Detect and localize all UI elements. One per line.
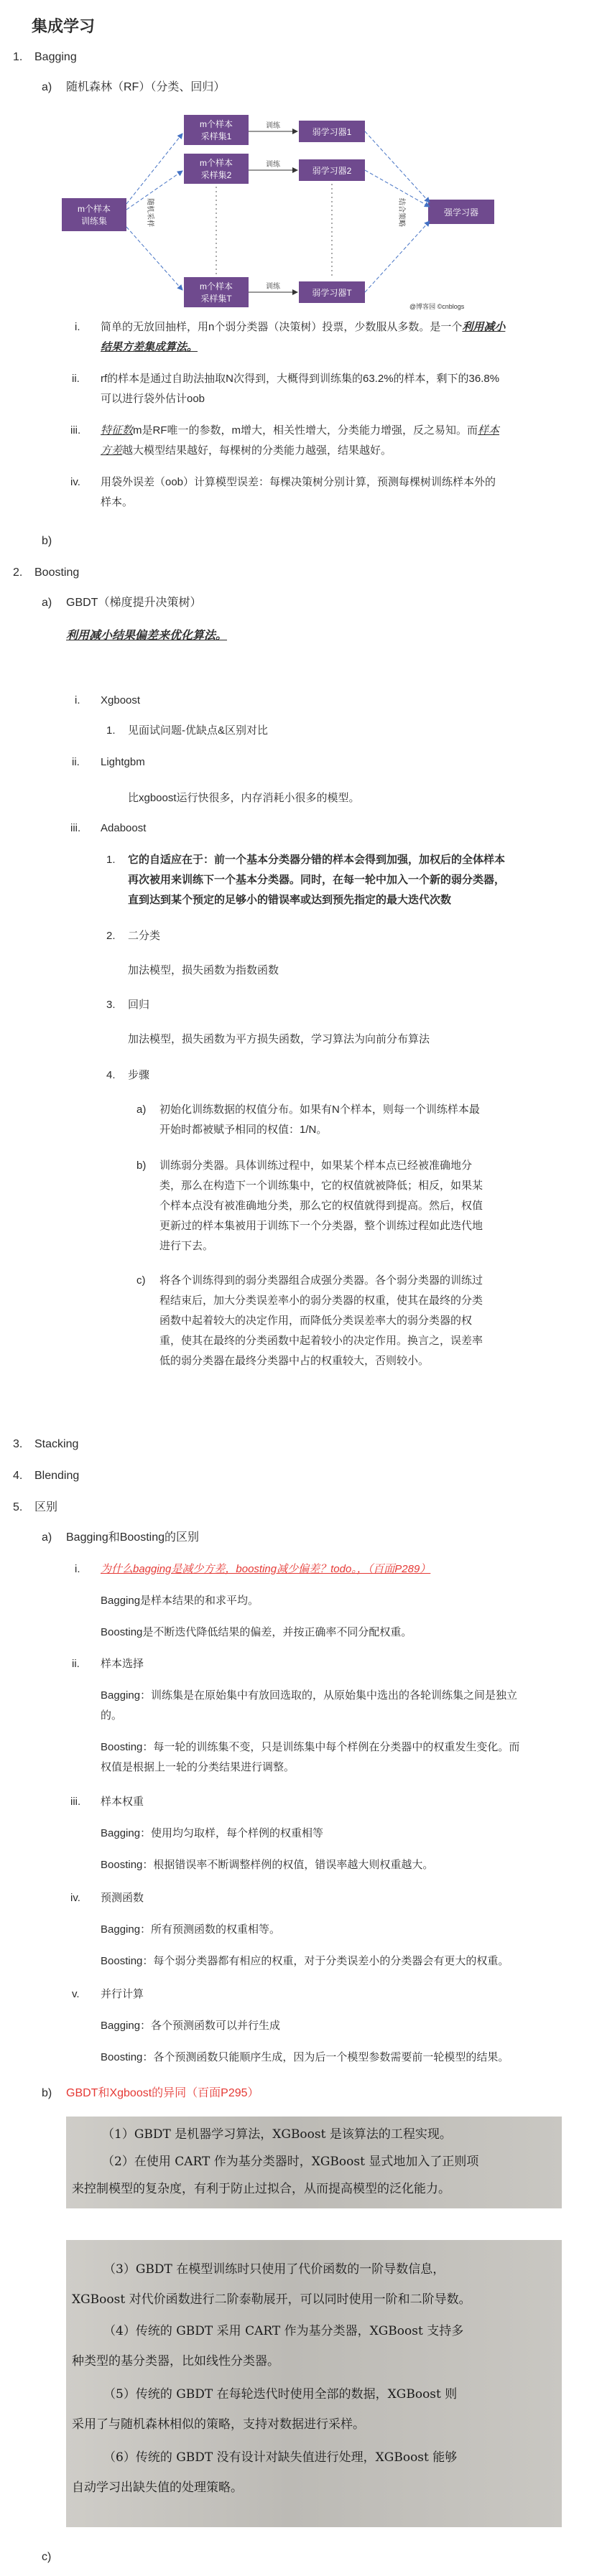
step-b-line: 更新过的样本集被用于训练下一个分类器，整个训练过程如此迭代地 — [159, 1220, 483, 1232]
list-letter: a) — [136, 1103, 147, 1116]
heading-parallel: 并行计算 — [101, 1988, 144, 2000]
step-c-line: 函数中起着较大的决定作用，而降低分类误差率大的弱分类器的权 — [159, 1315, 473, 1327]
rf-item-2: rf的样本是通过自助法抽取N次得到，大概得到训练集的63.2%的样本，剩下的36.8% — [101, 373, 500, 385]
diff-text: Boosting是不断迭代降低结果的偏差，并按正确率不同分配权重。 — [101, 1626, 412, 1638]
svg-text:训练: 训练 — [266, 283, 280, 291]
svg-text:弱学习器T: 弱学习器T — [312, 288, 352, 298]
heading-gbdt: GBDT（梯度提升决策树） — [66, 597, 202, 609]
list-number: 2. — [13, 566, 23, 579]
diff-text: Bagging：使用均匀取样，每个样例的权重相等 — [101, 1827, 324, 1839]
heading-steps: 步骤 — [128, 1069, 150, 1081]
book-line: 自动学习出缺失值的处理策略。 — [72, 2481, 243, 2495]
rf-item-3 — [101, 421, 499, 441]
regression-note: 加法模型，损失函数为平方损失函数，学习算法为向前分布算法 — [128, 1033, 430, 1045]
svg-text:随机采样: 随机采样 — [146, 198, 154, 227]
diff-text: Boosting：每一轮的训练集不变，只是训练集中每个样例在分类器中的权重发生变化。而 — [101, 1741, 520, 1753]
heading-xgboost: Xgboost — [101, 694, 141, 706]
heading-difference: 区别 — [34, 1501, 58, 1513]
rf-item-4: 用袋外误差（oob）计算模型误差：每棵决策树分别计算，预测每棵树训练样本外的 — [101, 476, 496, 488]
list-letter: a) — [42, 81, 52, 93]
book-line: （1）GBDT 是机器学习算法，XGBoost 是该算法的工程实现。 — [102, 2127, 452, 2142]
heading-random-forest: 随机森林（RF）（分类、回归） — [66, 81, 226, 93]
book-line: 种类型的基分类器，比如线性分类器。 — [72, 2354, 279, 2369]
step-c-line: 将各个训练得到的弱分类器组合成强分类器。各个弱分类器的训练过 — [159, 1274, 483, 1287]
book-line: （2）在使用 CART 作为基分类器时，XGBoost 显式地加入了正则项 — [102, 2155, 479, 2169]
list-number: 3. — [106, 999, 116, 1011]
svg-text:弱学习器2: 弱学习器2 — [312, 166, 352, 176]
book-excerpt-photo-2 — [66, 2240, 562, 2527]
svg-text:训练: 训练 — [266, 122, 280, 130]
adaboost-p1-line: 直到达到某个预定的足够小的错误率或达到预先指定的最大迭代次数 — [128, 894, 452, 906]
heading-gbdt-vs-xgboost: GBDT和Xgboost的异同（百面P295） — [66, 2087, 259, 2099]
list-roman: v. — [72, 1988, 80, 2000]
list-roman: iv. — [70, 1892, 80, 1904]
adaboost-p1-line: 它的自适应在于：前一个基本分类器分错的样本会得到加强，加权后的全体样本 — [128, 854, 506, 866]
text-span: m是RF唯一的参数，m增大，相关性增大，分类能力增强，反之易知。而 — [133, 424, 478, 437]
binary-note: 加法模型，损失函数为指数函数 — [128, 964, 279, 976]
book-line: （5）传统的 GBDT 在每轮迭代时使用全部的数据，XGBoost 则 — [103, 2387, 458, 2402]
list-letter: c) — [42, 2551, 52, 2563]
book-line: XGBoost 对代价函数进行二阶泰勒展开，可以同时使用一阶和二阶导数。 — [72, 2292, 471, 2307]
list-number: 3. — [13, 1438, 23, 1450]
list-roman: iii. — [70, 1796, 81, 1808]
list-roman: i. — [75, 321, 80, 333]
adaboost-p1-line: 再次被用来训练下一个基本分类器。同时，在每一轮中加入一个新的弱分类器， — [128, 874, 506, 886]
list-number: 4. — [106, 1069, 116, 1081]
diff-text: 的。 — [101, 1709, 123, 1722]
list-letter: b) — [42, 2087, 52, 2099]
svg-text:采样集T: 采样集T — [200, 294, 232, 304]
diff-text: Bagging：各个预测函数可以并行生成 — [101, 2020, 281, 2032]
book-line: （3）GBDT 在模型训练时只使用了代价函数的一阶导数信息， — [103, 2262, 445, 2277]
step-b-line: 个样本点没有被准确地分类，那么它的权值就得到提高。然后，权值 — [159, 1200, 483, 1212]
list-letter: a) — [42, 1531, 52, 1544]
text-span: 简单的无放回抽样，用n个弱分类器（决策树）投票，少数服从多数。是一个 — [101, 321, 463, 333]
rf-item-4-cont: 样本。 — [101, 496, 134, 508]
random-forest-diagram — [62, 105, 494, 313]
heading-sample-weight: 样本权重 — [101, 1796, 144, 1808]
heading-bagging: Bagging — [34, 51, 77, 63]
list-number: 2. — [106, 930, 116, 942]
list-roman: iii. — [70, 822, 81, 834]
list-roman: iii. — [70, 424, 81, 437]
rf-item-1 — [101, 317, 505, 337]
training-set-label-1: m个样本 — [78, 204, 111, 214]
list-letter: b) — [136, 1159, 147, 1172]
list-roman: i. — [75, 1563, 80, 1575]
book-line: （4）传统的 GBDT 采用 CART 作为基分类器，XGBoost 支持多 — [103, 2324, 464, 2338]
svg-text:m个样本: m个样本 — [200, 119, 233, 129]
svg-text:强学习器: 强学习器 — [443, 207, 479, 218]
list-roman: ii. — [72, 756, 80, 768]
book-line: 来控制模型的复杂度，有利于防止过拟合，从而提高模型的泛化能力。 — [72, 2182, 450, 2196]
list-roman: ii. — [72, 373, 80, 385]
rf-item-3-cont — [101, 441, 392, 461]
heading-regression: 回归 — [128, 999, 150, 1011]
reference-link[interactable]: 为什么bagging是减少方差，boosting减少偏差？todo。，（百面P289） — [101, 1563, 431, 1575]
heading-adaboost: Adaboost — [101, 822, 147, 834]
step-c-line: 程结束后，加大分类误差率小的弱分类器的权重，使其在最终的分类 — [159, 1294, 483, 1307]
diff-text: Bagging是样本结果的和求平均。 — [101, 1595, 259, 1607]
emphasis-text: 利用减小 — [462, 321, 506, 333]
heading-lightgbm: Lightgbm — [101, 756, 145, 768]
svg-text:训练: 训练 — [266, 161, 280, 169]
diff-text: Boosting：各个预测函数只能顺序生成，因为后一个模型参数需要前一轮模型的结果。 — [101, 2051, 509, 2063]
list-number: 1. — [106, 854, 116, 866]
heading-sample-selection: 样本选择 — [101, 1658, 144, 1670]
diff-text: Bagging：训练集是在原始集中有放回选取的，从原始集中选出的各轮训练集之间是独立 — [101, 1689, 518, 1702]
diff-text: Bagging：所有预测函数的权重相等。 — [101, 1923, 281, 1936]
training-set-label-2: 训练集 — [80, 216, 108, 226]
list-number: 1. — [106, 724, 116, 737]
rf-item-1-cont: 结果方差集成算法。 — [101, 341, 198, 353]
step-c-line: 重，使其在最终的分类函数中起着较小的决定作用。换言之，误差率 — [159, 1335, 483, 1347]
heading-binary: 二分类 — [128, 930, 161, 942]
gbdt-emphasis: 利用减小结果偏差来优化算法。 — [66, 630, 228, 642]
text-span: 方差 — [101, 444, 123, 457]
step-b-line: 进行下去。 — [159, 1240, 214, 1252]
list-roman: ii. — [72, 1658, 80, 1670]
list-number: 1. — [13, 51, 23, 63]
svg-text:m个样本: m个样本 — [200, 158, 233, 168]
svg-text:结合策略: 结合策略 — [397, 198, 405, 227]
book-line: 采用了与随机森林相似的策略，支持对数据进行采样。 — [72, 2417, 365, 2432]
step-b-line: 训练弱分类器。具体训练过程中，如果某个样本点已经被准确地分 — [159, 1159, 473, 1172]
diff-text: Boosting：根据错误率不断调整样例的权值，错误率越大则权重越大。 — [101, 1859, 434, 1871]
step-a-line: 开始时都被赋予相同的权值：1/N。 — [159, 1124, 328, 1136]
list-letter: a) — [42, 597, 52, 609]
heading-bagging-vs-boosting: Bagging和Boosting的区别 — [66, 1531, 199, 1544]
svg-text:m个样本: m个样本 — [200, 281, 233, 291]
lightgbm-note: 比xgboost运行快很多，内存消耗小很多的模型。 — [128, 792, 360, 804]
svg-text:弱学习器1: 弱学习器1 — [312, 127, 352, 137]
svg-text:采样集1: 采样集1 — [200, 131, 232, 141]
text-span: 越大模型结果越好，每棵树的分类能力越强，结果越好。 — [122, 444, 392, 457]
step-b-line: 类，那么在构造下一个训练集中，它的权值就被降低；相反，如果某 — [159, 1180, 483, 1192]
xgboost-note: 见面试问题-优缺点&区别对比 — [128, 724, 269, 737]
list-number: 4. — [13, 1470, 23, 1482]
book-line: （6）传统的 GBDT 没有设计对缺失值进行处理，XGBoost 能够 — [103, 2450, 458, 2465]
training-set-node — [62, 198, 126, 231]
list-number: 5. — [13, 1501, 23, 1513]
step-c-line: 低的弱分类器在最终分类器中占的权重较大，否则较小。 — [159, 1355, 430, 1367]
text-span: 特征数 — [101, 424, 134, 437]
step-a-line: 初始化训练数据的权值分布。如果有N个样本，则每一个训练样本最 — [159, 1103, 480, 1116]
text-span: 样本 — [478, 424, 500, 437]
heading-boosting: Boosting — [34, 566, 80, 579]
rf-item-2-cont: 可以进行袋外估计oob — [101, 393, 205, 405]
book-excerpt-photo-1 — [66, 2117, 562, 2208]
page-title: 集成学习 — [32, 17, 96, 35]
list-letter: b) — [42, 535, 52, 547]
list-letter: c) — [136, 1274, 146, 1287]
list-roman: i. — [75, 694, 80, 706]
svg-text:@博客园 ©cnblogs: @博客园 ©cnblogs — [409, 303, 465, 310]
list-roman: iv. — [70, 476, 80, 488]
diff-text: Boosting：每个弱分类器都有相应的权重，对于分类误差小的分类器会有更大的权重。 — [101, 1955, 509, 1967]
heading-stacking: Stacking — [34, 1438, 79, 1450]
svg-text:采样集2: 采样集2 — [200, 170, 232, 180]
heading-blending: Blending — [34, 1470, 80, 1482]
diff-text: 权值是根据上一轮的分类结果进行调整。 — [101, 1761, 295, 1773]
heading-prediction-function: 预测函数 — [101, 1892, 144, 1904]
